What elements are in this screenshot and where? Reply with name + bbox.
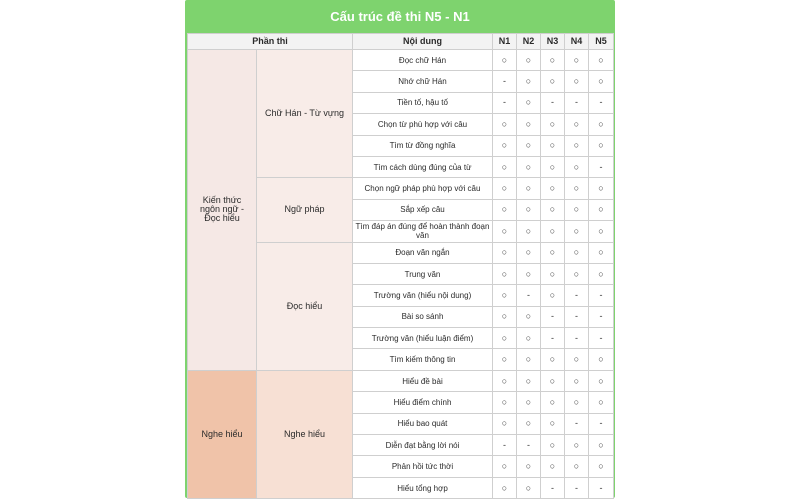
level-mark-cell: ○	[589, 349, 614, 370]
content-cell: Diễn đạt bằng lời nói	[353, 435, 493, 456]
level-mark-cell: ○	[589, 370, 614, 391]
level-mark-cell: ○	[517, 178, 541, 199]
level-mark-cell: ○	[541, 242, 565, 263]
table-card	[185, 0, 615, 498]
subsection-cell: Ngữ pháp	[257, 178, 353, 242]
level-mark-cell: -	[517, 435, 541, 456]
level-mark-cell: ○	[589, 178, 614, 199]
level-mark-cell: ○	[517, 263, 541, 284]
content-cell: Hiểu đề bài	[353, 370, 493, 391]
level-mark-cell: ○	[565, 456, 589, 477]
content-cell: Chọn từ phù hợp với câu	[353, 114, 493, 135]
level-mark-cell: ○	[493, 263, 517, 284]
level-mark-cell: -	[565, 306, 589, 327]
content-cell: Sắp xếp câu	[353, 199, 493, 220]
level-mark-cell: ○	[493, 221, 517, 242]
subsection-cell: Đọc hiểu	[257, 242, 353, 370]
level-mark-cell: ○	[493, 178, 517, 199]
level-mark-cell: -	[589, 328, 614, 349]
level-mark-cell: ○	[589, 114, 614, 135]
level-mark-cell: ○	[565, 392, 589, 413]
level-mark-cell: ○	[541, 456, 565, 477]
level-mark-cell: ○	[565, 50, 589, 71]
level-mark-cell: ○	[589, 435, 614, 456]
content-cell: Nhớ chữ Hán	[353, 71, 493, 92]
level-mark-cell: ○	[517, 114, 541, 135]
content-cell: Đọc chữ Hán	[353, 50, 493, 71]
level-mark-cell: ○	[565, 370, 589, 391]
header-n2: N2	[517, 34, 541, 50]
level-mark-cell: ○	[517, 71, 541, 92]
level-mark-cell: -	[541, 477, 565, 498]
level-mark-cell: ○	[565, 242, 589, 263]
level-mark-cell: ○	[565, 178, 589, 199]
level-mark-cell: ○	[565, 435, 589, 456]
level-mark-cell: ○	[589, 50, 614, 71]
level-mark-cell: -	[493, 435, 517, 456]
level-mark-cell: ○	[517, 349, 541, 370]
header-n1: N1	[493, 34, 517, 50]
level-mark-cell: ○	[493, 285, 517, 306]
level-mark-cell: ○	[517, 456, 541, 477]
content-cell: Hiểu tổng hợp	[353, 477, 493, 498]
level-mark-cell: -	[565, 285, 589, 306]
level-mark-cell: -	[541, 328, 565, 349]
subsection-cell: Chữ Hán - Từ vựng	[257, 50, 353, 178]
level-mark-cell: ○	[517, 306, 541, 327]
level-mark-cell: ○	[565, 156, 589, 177]
level-mark-cell: ○	[565, 263, 589, 284]
content-cell: Bài so sánh	[353, 306, 493, 327]
header-row	[188, 34, 614, 50]
level-mark-cell: ○	[589, 135, 614, 156]
level-mark-cell: ○	[517, 221, 541, 242]
level-mark-cell: ○	[517, 156, 541, 177]
level-mark-cell: -	[565, 328, 589, 349]
level-mark-cell: -	[493, 92, 517, 113]
level-mark-cell: ○	[565, 71, 589, 92]
level-mark-cell: -	[589, 285, 614, 306]
level-mark-cell: ○	[493, 242, 517, 263]
level-mark-cell: ○	[589, 221, 614, 242]
content-cell: Trường văn (hiểu nội dung)	[353, 285, 493, 306]
header-part: Phần thi	[188, 34, 353, 50]
level-mark-cell: ○	[517, 328, 541, 349]
content-cell: Tìm kiếm thông tin	[353, 349, 493, 370]
level-mark-cell: ○	[517, 135, 541, 156]
level-mark-cell: ○	[517, 413, 541, 434]
level-mark-cell: ○	[541, 221, 565, 242]
level-mark-cell: ○	[541, 178, 565, 199]
level-mark-cell: ○	[541, 392, 565, 413]
content-cell: Tìm từ đồng nghĩa	[353, 135, 493, 156]
content-cell: Phản hồi tức thời	[353, 456, 493, 477]
level-mark-cell: ○	[541, 114, 565, 135]
level-mark-cell: ○	[493, 156, 517, 177]
content-cell: Tìm đáp án đúng để hoàn thành đoạn văn	[353, 221, 493, 242]
level-mark-cell: ○	[517, 477, 541, 498]
table-title: Cấu trúc đề thi N5 - N1	[330, 9, 470, 24]
level-mark-cell: -	[541, 92, 565, 113]
level-mark-cell: -	[565, 413, 589, 434]
content-cell: Hiểu điểm chính	[353, 392, 493, 413]
content-cell: Tìm cách dùng đúng của từ	[353, 156, 493, 177]
level-mark-cell: ○	[541, 413, 565, 434]
level-mark-cell: ○	[493, 477, 517, 498]
level-mark-cell: ○	[541, 156, 565, 177]
level-mark-cell: ○	[541, 263, 565, 284]
level-mark-cell: ○	[493, 370, 517, 391]
level-mark-cell: -	[589, 156, 614, 177]
level-mark-cell: -	[589, 477, 614, 498]
table-row	[188, 50, 614, 71]
level-mark-cell: ○	[493, 135, 517, 156]
level-mark-cell: -	[589, 92, 614, 113]
level-mark-cell: ○	[517, 92, 541, 113]
content-cell: Tiền tố, hậu tố	[353, 92, 493, 113]
level-mark-cell: ○	[541, 135, 565, 156]
level-mark-cell: -	[517, 285, 541, 306]
section-cell: Nghe hiểu	[188, 370, 257, 498]
level-mark-cell: ○	[589, 71, 614, 92]
level-mark-cell: ○	[541, 71, 565, 92]
level-mark-cell: ○	[589, 199, 614, 220]
level-mark-cell: ○	[493, 392, 517, 413]
level-mark-cell: ○	[493, 349, 517, 370]
level-mark-cell: ○	[493, 199, 517, 220]
level-mark-cell: -	[589, 306, 614, 327]
level-mark-cell: ○	[541, 285, 565, 306]
content-cell: Trung văn	[353, 263, 493, 284]
table-row	[188, 370, 614, 391]
level-mark-cell: ○	[541, 199, 565, 220]
level-mark-cell: ○	[541, 349, 565, 370]
level-mark-cell: ○	[493, 413, 517, 434]
content-cell: Trường văn (hiểu luận điểm)	[353, 328, 493, 349]
level-mark-cell: ○	[541, 370, 565, 391]
level-mark-cell: ○	[565, 349, 589, 370]
level-mark-cell: ○	[493, 50, 517, 71]
subsection-cell: Nghe hiểu	[257, 370, 353, 498]
level-mark-cell: ○	[589, 392, 614, 413]
header-n4: N4	[565, 34, 589, 50]
level-mark-cell: ○	[589, 456, 614, 477]
header-n5: N5	[589, 34, 614, 50]
content-cell: Hiểu bao quát	[353, 413, 493, 434]
level-mark-cell: -	[565, 92, 589, 113]
level-mark-cell: ○	[517, 242, 541, 263]
level-mark-cell: -	[589, 413, 614, 434]
level-mark-cell: ○	[493, 456, 517, 477]
level-mark-cell: ○	[565, 114, 589, 135]
level-mark-cell: ○	[493, 328, 517, 349]
level-mark-cell: ○	[493, 306, 517, 327]
level-mark-cell: ○	[517, 50, 541, 71]
section-cell: Kiến thức ngôn ngữ - Đọc hiểu	[188, 50, 257, 371]
level-mark-cell: ○	[565, 199, 589, 220]
level-mark-cell: ○	[589, 263, 614, 284]
level-mark-cell: ○	[565, 135, 589, 156]
level-mark-cell: ○	[517, 199, 541, 220]
level-mark-cell: ○	[517, 392, 541, 413]
level-mark-cell: ○	[589, 242, 614, 263]
header-n3: N3	[541, 34, 565, 50]
exam-structure-table	[187, 33, 614, 499]
level-mark-cell: ○	[493, 114, 517, 135]
level-mark-cell: ○	[541, 50, 565, 71]
level-mark-cell: ○	[565, 221, 589, 242]
level-mark-cell: -	[541, 306, 565, 327]
level-mark-cell: -	[493, 71, 517, 92]
level-mark-cell: -	[565, 477, 589, 498]
level-mark-cell: ○	[541, 435, 565, 456]
header-content: Nội dung	[353, 34, 493, 50]
level-mark-cell: ○	[517, 370, 541, 391]
content-cell: Chọn ngữ pháp phù hợp với câu	[353, 178, 493, 199]
content-cell: Đoạn văn ngắn	[353, 242, 493, 263]
